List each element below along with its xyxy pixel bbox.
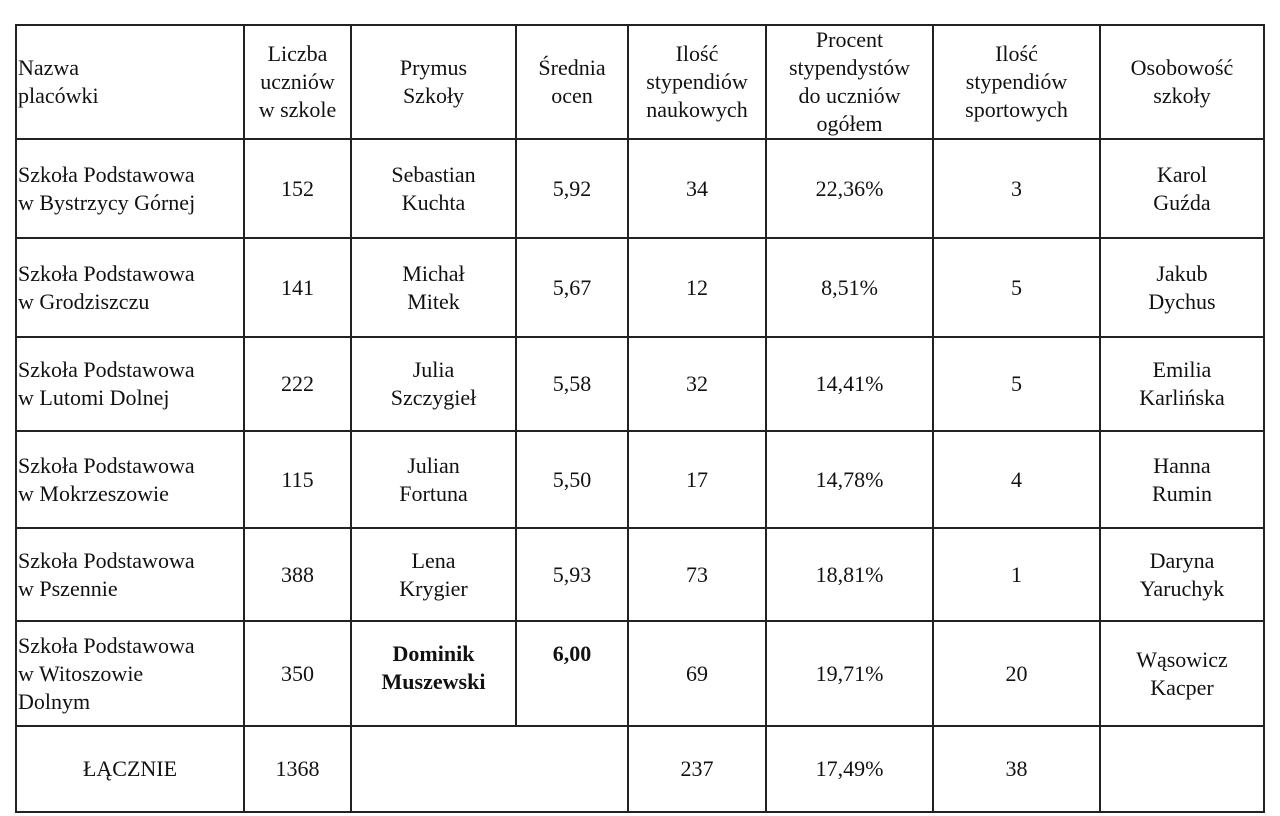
sport-scholarships-cell: 5 (933, 238, 1100, 337)
header-student-count: Liczba uczniów w szkole (244, 25, 351, 139)
grade-average-cell: 6,00 (516, 621, 628, 726)
student-count-cell: 222 (244, 337, 351, 431)
school-name-cell: Szkoła Podstawowa w Pszennie (16, 528, 244, 621)
scholar-percent-cell: 18,81% (766, 528, 933, 621)
academic-scholarships-cell: 34 (628, 139, 766, 238)
grade-average-cell: 5,92 (516, 139, 628, 238)
total-scholarships-cell: 237 (628, 726, 766, 812)
top-student-cell: Sebastian Kuchta (351, 139, 516, 238)
total-empty-cell (1100, 726, 1264, 812)
grade-average-cell: 5,58 (516, 337, 628, 431)
table-row (16, 337, 1264, 431)
table-row (16, 139, 1264, 238)
school-personality-cell: Emilia Karlińska (1100, 337, 1264, 431)
school-name-cell: Szkoła Podstawowa w Lutomi Dolnej (16, 337, 244, 431)
total-empty-cell (516, 726, 628, 812)
total-label-cell: ŁĄCZNIE (16, 726, 244, 812)
academic-scholarships-cell: 12 (628, 238, 766, 337)
school-name-cell: Szkoła Podstawowa w Bystrzycy Górnej (16, 139, 244, 238)
sport-scholarships-cell: 20 (933, 621, 1100, 726)
scholar-percent-cell: 22,36% (766, 139, 933, 238)
header-row (16, 25, 1264, 139)
student-count-cell: 350 (244, 621, 351, 726)
academic-scholarships-cell: 69 (628, 621, 766, 726)
scholar-percent-cell: 8,51% (766, 238, 933, 337)
header-grade-average: Średnia ocen (516, 25, 628, 139)
table-row (16, 238, 1264, 337)
school-personality-cell: Karol Guźda (1100, 139, 1264, 238)
school-personality-cell: Jakub Dychus (1100, 238, 1264, 337)
scholar-percent-cell: 19,71% (766, 621, 933, 726)
sport-scholarships-cell: 5 (933, 337, 1100, 431)
grade-average-cell: 5,93 (516, 528, 628, 621)
academic-scholarships-cell: 32 (628, 337, 766, 431)
header-school-name: Nazwa placówki (16, 25, 244, 139)
school-personality-cell: Hanna Rumin (1100, 431, 1264, 528)
total-sport-cell: 38 (933, 726, 1100, 812)
scholar-percent-cell: 14,78% (766, 431, 933, 528)
school-personality-cell: Daryna Yaruchyk (1100, 528, 1264, 621)
school-name-cell: Szkoła Podstawowa w Grodziszczu (16, 238, 244, 337)
student-count-cell: 388 (244, 528, 351, 621)
table-row (16, 431, 1264, 528)
sport-scholarships-cell: 4 (933, 431, 1100, 528)
student-count-cell: 141 (244, 238, 351, 337)
top-student-cell: Lena Krygier (351, 528, 516, 621)
header-scholar-percent: Procent stypendystów do uczniów ogółem (766, 25, 933, 139)
academic-scholarships-cell: 73 (628, 528, 766, 621)
table-row (16, 621, 1264, 726)
total-students-cell: 1368 (244, 726, 351, 812)
sport-scholarships-cell: 1 (933, 528, 1100, 621)
top-student-cell: Julian Fortuna (351, 431, 516, 528)
total-row (16, 726, 1264, 812)
sport-scholarships-cell: 3 (933, 139, 1100, 238)
student-count-cell: 152 (244, 139, 351, 238)
total-percent-cell: 17,49% (766, 726, 933, 812)
top-student-cell: Michał Mitek (351, 238, 516, 337)
header-top-student: Prymus Szkoły (351, 25, 516, 139)
grade-average-cell: 5,50 (516, 431, 628, 528)
academic-scholarships-cell: 17 (628, 431, 766, 528)
header-academic-scholarships: Ilość stypendiów naukowych (628, 25, 766, 139)
student-count-cell: 115 (244, 431, 351, 528)
total-empty-cell (351, 726, 516, 812)
school-name-cell: Szkoła Podstawowa w Witoszowie Dolnym (16, 621, 244, 726)
grade-average-cell: 5,67 (516, 238, 628, 337)
scholar-percent-cell: 14,41% (766, 337, 933, 431)
header-sport-scholarships: Ilość stypendiów sportowych (933, 25, 1100, 139)
top-student-cell: Julia Szczygieł (351, 337, 516, 431)
school-personality-cell: Wąsowicz Kacper (1100, 621, 1264, 726)
table-row (16, 528, 1264, 621)
school-name-cell: Szkoła Podstawowa w Mokrzeszowie (16, 431, 244, 528)
scholarship-table (15, 24, 1265, 813)
top-student-cell: Dominik Muszewski (351, 621, 516, 726)
header-school-personality: Osobowość szkoły (1100, 25, 1264, 139)
